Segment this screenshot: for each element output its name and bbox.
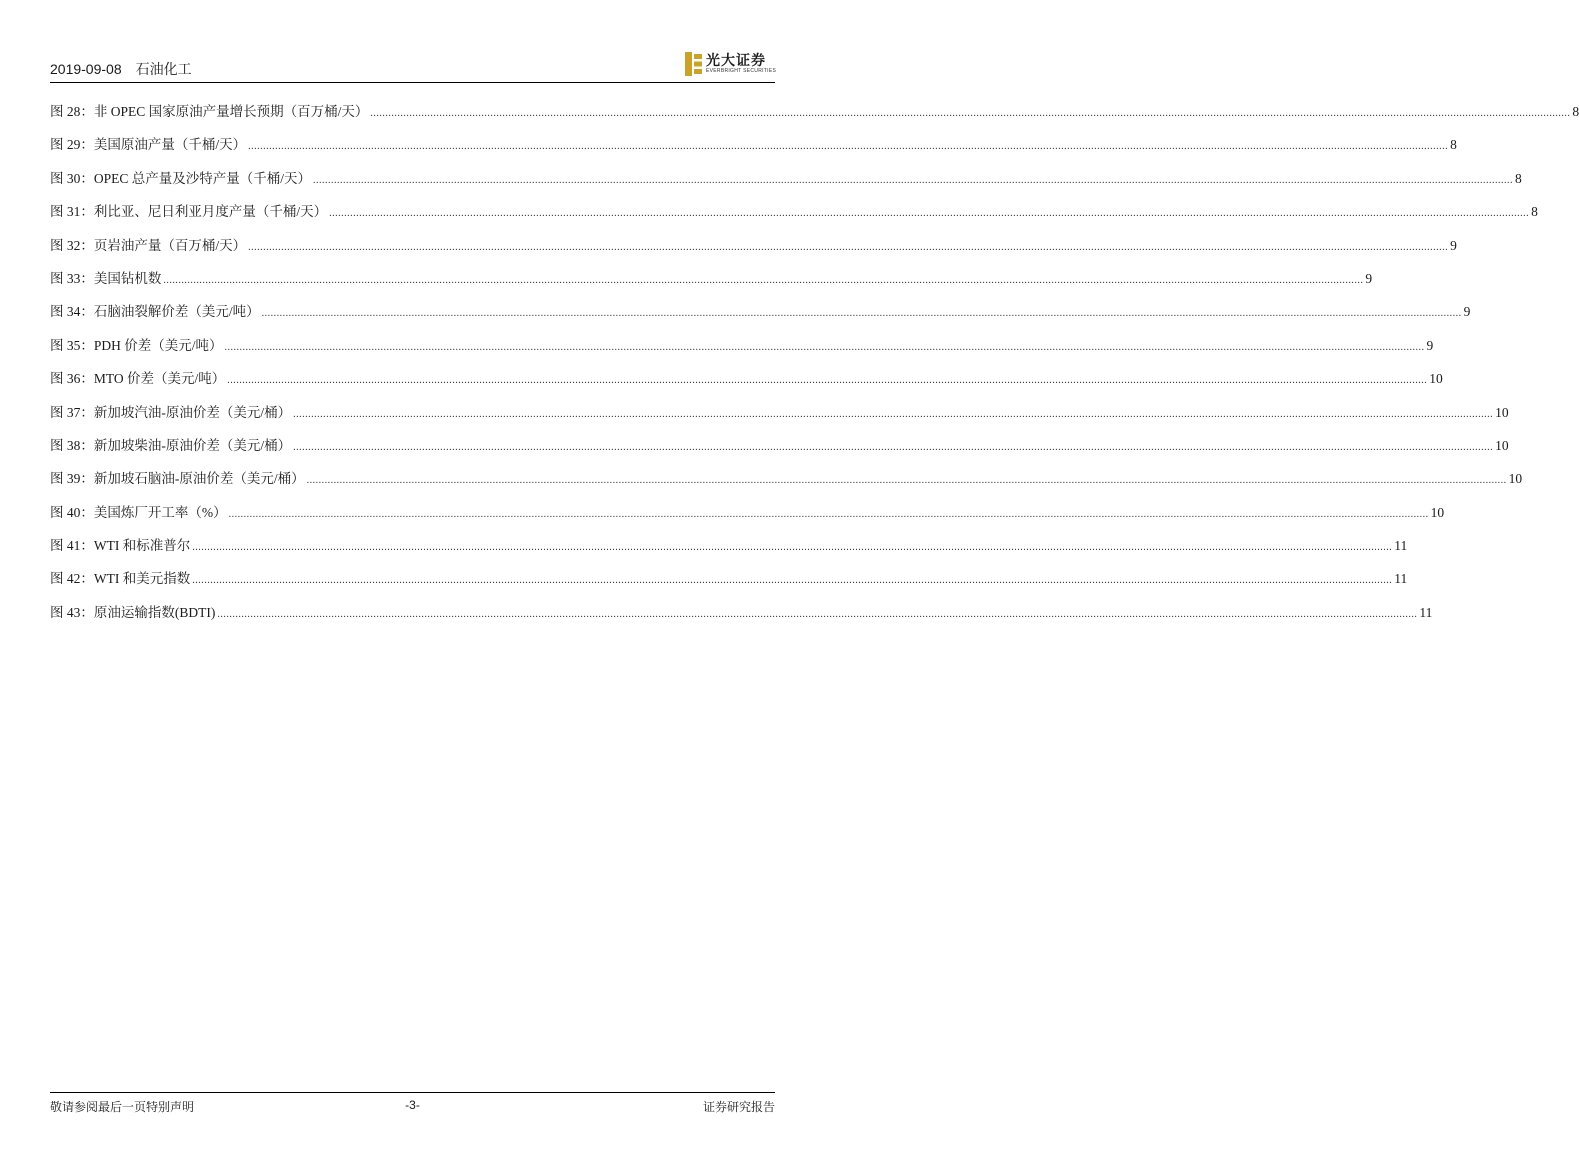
toc-entry[interactable] xyxy=(50,170,1522,203)
toc-entry-label: 图 31：利比亚、尼日利亚月度产量（千桶/天） xyxy=(50,204,328,220)
toc-entry-page: 10 xyxy=(1495,404,1509,420)
report-date: 2019-09-08 xyxy=(50,61,122,77)
report-type: 证券研究报告 xyxy=(702,1100,775,1114)
page-header xyxy=(50,50,775,83)
report-sector: 石油化工 xyxy=(135,61,192,77)
toc-dot-leader: ................................................................................................................................................................................................................................................................................................................................................................................................................ xyxy=(228,508,1429,520)
toc-entry-label: 图 35：PDH 价差（美元/吨） xyxy=(50,337,223,353)
logo-name-cn: 光大证券 xyxy=(706,53,766,69)
toc-dot-leader: ................................................................................................................................................................................................................................................................................................................................................................................................................ xyxy=(261,308,1462,320)
toc-dot-leader: ................................................................................................................................................................................................................................................................................................................................................................................................................ xyxy=(293,408,1494,420)
toc-entry-page: 9 xyxy=(1426,337,1434,353)
toc-entry-page: 10 xyxy=(1508,471,1523,487)
toc-entry[interactable] xyxy=(50,103,1579,136)
toc-entry-label: 图 42：WTI 和美元指数 xyxy=(50,571,191,587)
toc-entry-page: 9 xyxy=(1463,304,1471,320)
logo-mark-icon xyxy=(685,52,703,76)
toc-dot-leader: ................................................................................................................................................................................................................................................................................................................................................................................................................ xyxy=(293,441,1494,453)
toc-entry-label: 图 30：OPEC 总产量及沙特产量（千桶/天） xyxy=(50,170,312,186)
toc-entry-page: 8 xyxy=(1572,104,1579,119)
toc-dot-leader: ................................................................................................................................................................................................................................................................................................................................................................................................................ xyxy=(329,208,1530,220)
toc-entry[interactable] xyxy=(50,270,1373,303)
toc-dot-leader: ................................................................................................................................................................................................................................................................................................................................................................................................................ xyxy=(370,108,1571,119)
toc-entry-label: 图 29：美国原油产量（千桶/天） xyxy=(50,137,247,153)
toc-entry-page: 9 xyxy=(1450,237,1457,253)
disclaimer-note: 敬请参阅最后一页特别声明 xyxy=(50,1100,195,1114)
toc-entry[interactable] xyxy=(50,237,1457,270)
toc-entry-label: 图 36：MTO 价差（美元/吨） xyxy=(50,371,226,387)
toc-entry-page: 10 xyxy=(1429,371,1443,387)
toc-entry[interactable] xyxy=(50,437,1509,470)
toc-entry[interactable] xyxy=(50,537,1408,570)
toc-entry-page: 10 xyxy=(1430,504,1445,520)
toc-dot-leader: ................................................................................................................................................................................................................................................................................................................................................................................................................ xyxy=(227,375,1428,387)
page-footer xyxy=(50,1092,775,1115)
toc-entry[interactable] xyxy=(50,504,1445,537)
toc-entry[interactable] xyxy=(50,203,1538,236)
toc-entry-page: 10 xyxy=(1495,437,1509,453)
toc-entry-label: 图 32：页岩油产量（百万桶/天） xyxy=(50,237,247,253)
toc-entry-page: 9 xyxy=(1365,270,1373,286)
logo-name-en: EVERBRIGHT SECURITIES xyxy=(706,68,777,74)
company-logo xyxy=(685,50,775,78)
toc-entry[interactable] xyxy=(50,370,1443,403)
toc-entry-label: 图 43：原油运输指数(BDTI) xyxy=(50,604,216,620)
toc-dot-leader: ................................................................................................................................................................................................................................................................................................................................................................................................................ xyxy=(306,475,1507,487)
toc-entry[interactable] xyxy=(50,604,1433,637)
toc-entry-label: 图 40：美国炼厂开工率（%） xyxy=(50,504,227,520)
toc-dot-leader: ................................................................................................................................................................................................................................................................................................................................................................................................................ xyxy=(163,274,1364,286)
header-info xyxy=(50,59,192,79)
toc-entry-label: 图 33：美国钻机数 xyxy=(50,270,162,286)
toc-entry[interactable] xyxy=(50,470,1523,503)
toc-dot-leader: ................................................................................................................................................................................................................................................................................................................................................................................................................ xyxy=(217,608,1418,620)
figure-toc-list xyxy=(50,103,1579,637)
toc-dot-leader: ................................................................................................................................................................................................................................................................................................................................................................................................................ xyxy=(248,241,1449,253)
page-number: -3- xyxy=(405,1098,420,1112)
toc-entry-page: 11 xyxy=(1394,538,1408,554)
toc-entry[interactable] xyxy=(50,337,1434,370)
toc-entry-label: 图 38：新加坡柴油-原油价差（美元/桶） xyxy=(50,437,292,453)
toc-entry-label: 图 39：新加坡石脑油-原油价差（美元/桶） xyxy=(50,471,305,487)
toc-entry[interactable] xyxy=(50,404,1509,437)
toc-entry-label: 图 41：WTI 和标准普尔 xyxy=(50,538,191,554)
toc-entry[interactable] xyxy=(50,303,1471,336)
toc-entry[interactable] xyxy=(50,136,1457,169)
toc-entry-label: 图 34：石脑油裂解价差（美元/吨） xyxy=(50,304,260,320)
toc-dot-leader: ................................................................................................................................................................................................................................................................................................................................................................................................................ xyxy=(192,542,1393,554)
toc-entry[interactable] xyxy=(50,570,1408,603)
toc-entry-page: 8 xyxy=(1450,137,1457,153)
toc-entry-page: 8 xyxy=(1515,170,1522,186)
toc-entry-page: 8 xyxy=(1531,204,1538,220)
toc-dot-leader: ................................................................................................................................................................................................................................................................................................................................................................................................................ xyxy=(313,174,1514,186)
toc-dot-leader: ................................................................................................................................................................................................................................................................................................................................................................................................................ xyxy=(248,141,1449,153)
toc-entry-page: 11 xyxy=(1394,571,1408,587)
toc-entry-label: 图 28：非 OPEC 国家原油产量增长预期（百万桶/天） xyxy=(50,104,369,119)
toc-dot-leader: ................................................................................................................................................................................................................................................................................................................................................................................................................ xyxy=(224,341,1425,353)
toc-entry-page: 11 xyxy=(1419,604,1433,620)
toc-dot-leader: ................................................................................................................................................................................................................................................................................................................................................................................................................ xyxy=(192,575,1393,587)
toc-entry-label: 图 37：新加坡汽油-原油价差（美元/桶） xyxy=(50,404,292,420)
